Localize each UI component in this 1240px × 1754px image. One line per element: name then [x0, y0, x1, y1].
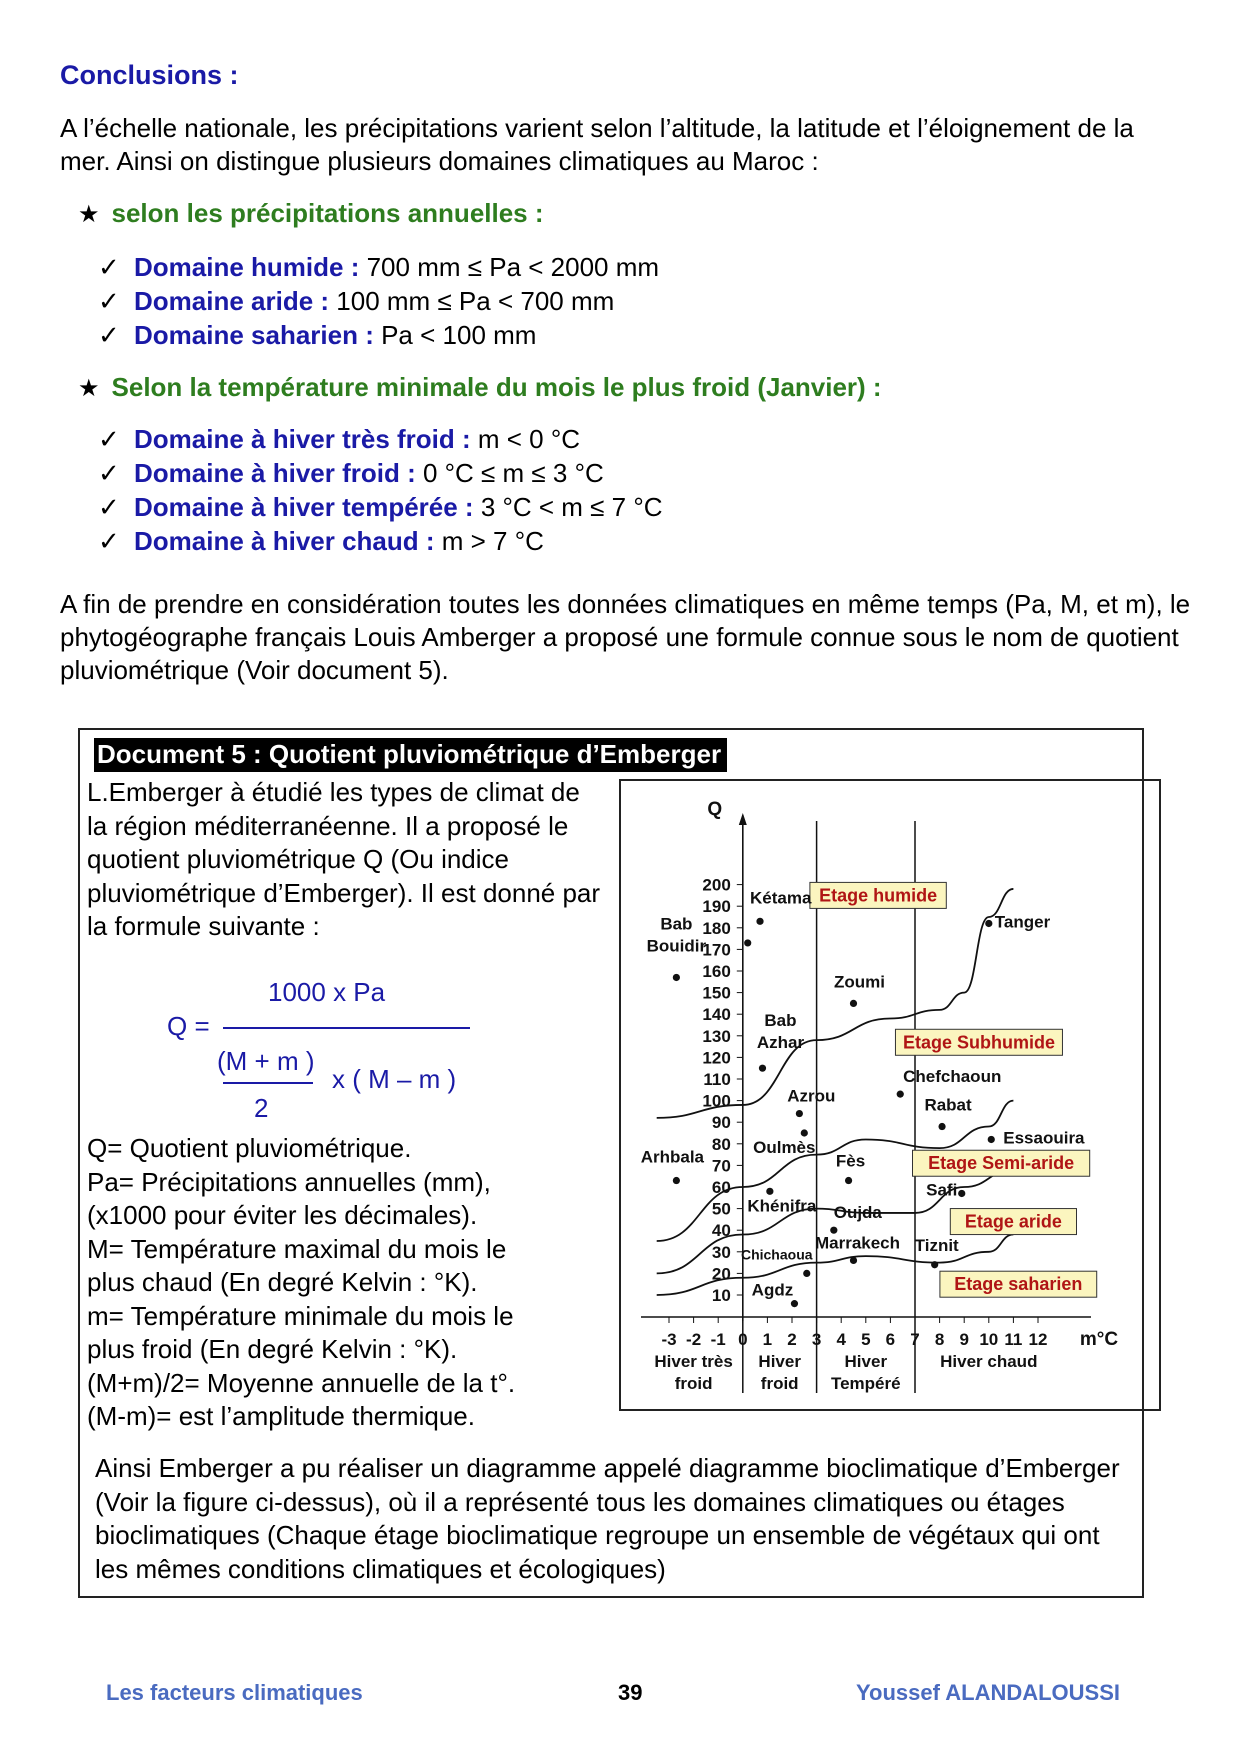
station-point	[803, 1270, 810, 1277]
x-tick-label: 11	[1004, 1330, 1023, 1349]
x-tick-label: 3	[811, 1330, 822, 1349]
formula-numerator: 1000 x Pa	[268, 977, 386, 1007]
station-label: Essaouira	[1003, 1128, 1085, 1148]
domain-label: Domaine à hiver froid :	[134, 458, 416, 488]
intro-paragraph: A l’échelle nationale, les précipitations varient selon l’altitude, la latitude et l’éloignement de la mer. Ainsi on distingue plusieurs domaines climatiques au Maroc :	[60, 113, 1134, 176]
station-label: Chefchaoun	[903, 1067, 1002, 1087]
list-item	[98, 422, 663, 456]
station-point	[791, 1300, 798, 1307]
list-item	[98, 524, 663, 558]
footer-chapter: Les facteurs climatiques	[106, 1680, 363, 1705]
definition-line: plus froid (En degré Kelvin : °K).	[87, 1334, 458, 1364]
criterion-heading-precipitation	[78, 198, 544, 229]
station-label: Arhbala	[640, 1147, 705, 1167]
etage-label: Etage aride	[964, 1211, 1062, 1232]
station-label: Rabat	[924, 1095, 972, 1115]
y-axis-label: Q	[707, 799, 723, 820]
y-tick-label: 190	[702, 897, 731, 917]
station-point	[850, 1000, 857, 1007]
formula-rhs: x ( M – m )	[332, 1064, 457, 1094]
definition-line: (M-m)= est l’amplitude thermique.	[87, 1401, 475, 1431]
station-point	[796, 1110, 803, 1117]
definition-line: (M+m)/2= Moyenne annuelle de la t°.	[87, 1367, 516, 1398]
winter-zone-label: Hiver très	[654, 1352, 733, 1371]
y-tick-label: 130	[702, 1026, 731, 1046]
y-tick-label: 180	[702, 918, 731, 938]
station-point	[845, 1177, 852, 1184]
x-tick-label: 12	[1028, 1330, 1048, 1349]
winter-zone-label: Hiver	[844, 1352, 888, 1371]
precipitation-domain-list	[98, 250, 659, 352]
y-tick-label: 30	[711, 1242, 731, 1262]
station-label: Tanger	[994, 912, 1051, 932]
inner-fraction-bar	[223, 1082, 313, 1084]
amberger-paragraph: A fin de prendre en considération toutes les données climatiques en même temps (Pa, M, et m), le phytogéographe français Louis Amberger a proposé une formule connue sous le nom de quotient pluviométrique (Voir document 5).	[60, 589, 1191, 685]
document-description: L.Emberger à étudié les types de climat de la région méditerranéenne. Il a proposé le quotient pluviométrique Q (Ou indice pluviométrique d’Emberger). Il est donné par la formule suivante :	[87, 777, 601, 941]
x-tick-label: 9	[959, 1330, 969, 1349]
winter-zone-label: Hiver chaud	[940, 1352, 1038, 1371]
emberger-chart	[621, 781, 1159, 1409]
winter-zone-label: froid	[760, 1374, 799, 1393]
domain-value: 0 °C ≤ m ≤ 3 °C	[422, 458, 604, 488]
station-label: Marrakech	[814, 1233, 901, 1253]
y-tick-label: 120	[702, 1048, 731, 1068]
y-tick-label: 90	[711, 1113, 731, 1133]
domain-label: Domaine aride :	[134, 286, 330, 316]
station-point	[931, 1261, 938, 1268]
winter-zone-label: froid	[674, 1374, 713, 1393]
formula-inner-denominator: 2	[254, 1093, 269, 1123]
star-icon: ★	[78, 375, 100, 402]
list-item	[98, 318, 659, 352]
y-tick-label: 60	[711, 1178, 731, 1197]
x-tick-label: 4	[836, 1330, 846, 1349]
check-icon: ✓	[98, 458, 120, 488]
domain-label: Domaine saharien :	[134, 320, 374, 350]
formula-lhs: Q =	[167, 1011, 210, 1041]
x-tick-label: 7	[910, 1330, 920, 1349]
x-tick-label: -1	[710, 1330, 726, 1349]
station-label: Azrou	[787, 1086, 836, 1106]
y-tick-label: 10	[711, 1286, 731, 1305]
x-tick-label: 10	[979, 1330, 999, 1349]
y-tick-label: 80	[711, 1134, 731, 1154]
winter-zone-label: Tempéré	[830, 1374, 901, 1393]
definition-line: m= Température minimale du mois le	[87, 1300, 514, 1331]
y-tick-label: 110	[703, 1070, 731, 1089]
domain-label: Domaine humide :	[134, 252, 360, 282]
station-point	[985, 920, 992, 927]
star-icon: ★	[78, 201, 100, 228]
station-label: Bab	[764, 1011, 797, 1031]
x-tick-label: 0	[738, 1330, 748, 1349]
x-tick-label: 6	[885, 1330, 896, 1349]
criterion-heading-temperature	[78, 372, 882, 403]
x-tick-label: -3	[661, 1330, 677, 1349]
domain-label: Domaine à hiver chaud :	[134, 526, 435, 556]
y-tick-label: 50	[711, 1199, 731, 1219]
check-icon: ✓	[98, 526, 120, 556]
etage-label: Etage Semi-aride	[928, 1153, 1075, 1174]
station-label: Bouidir	[646, 936, 707, 956]
station-label: Khénifra	[747, 1196, 817, 1216]
station-point	[988, 1136, 995, 1143]
list-item	[98, 490, 663, 524]
domain-value: m < 0 °C	[477, 424, 581, 454]
x-tick-label: 8	[934, 1330, 945, 1349]
definition-line: Pa= Précipitations annuelles (mm),	[87, 1166, 491, 1197]
station-label: Azhar	[756, 1033, 805, 1053]
y-tick-label: 40	[711, 1221, 731, 1241]
y-axis-arrow	[739, 813, 747, 825]
station-point	[756, 918, 763, 925]
station-label: Agdz	[751, 1280, 794, 1300]
station-label: Safi	[926, 1180, 958, 1200]
list-item	[98, 456, 663, 490]
emberger-formula	[160, 977, 500, 1130]
station-point	[801, 1129, 808, 1136]
domain-label: Domaine à hiver tempérée :	[134, 492, 474, 522]
station-point	[673, 1177, 680, 1184]
fraction-bar	[223, 1027, 470, 1029]
etage-label: Etage Subhumide	[902, 1032, 1055, 1053]
emberger-diagram	[619, 779, 1161, 1411]
check-icon: ✓	[98, 424, 120, 454]
definition-line: (x1000 pour éviter les décimales).	[87, 1200, 478, 1230]
station-label: Tiznit	[914, 1235, 959, 1255]
station-point	[744, 939, 751, 946]
criterion-title: selon les précipitations annuelles :	[111, 198, 544, 228]
winter-zone-label: Hiver	[758, 1352, 801, 1371]
page-number: 39	[618, 1680, 643, 1705]
document-title: Document 5 : Quotient pluviométrique d’Emberger	[94, 738, 727, 772]
definition-line: M= Température maximal du mois le	[87, 1233, 507, 1264]
y-tick-label: 70	[711, 1156, 731, 1176]
x-tick-label: 5	[861, 1330, 871, 1349]
x-axis-label: m°C	[1079, 1329, 1119, 1350]
station-point	[958, 1190, 965, 1197]
definition-line: plus chaud (En degré Kelvin : °K).	[87, 1267, 478, 1297]
etage-label: Etage saharien	[954, 1274, 1083, 1295]
x-tick-label: -2	[686, 1330, 702, 1349]
domain-value: m > 7 °C	[441, 526, 544, 556]
x-tick-label: 2	[787, 1330, 797, 1349]
station-label: Oujda	[833, 1203, 882, 1223]
etage-label: Etage humide	[819, 885, 938, 906]
check-icon: ✓	[98, 252, 120, 282]
criterion-title: Selon la température minimale du mois le plus froid (Janvier) :	[111, 372, 882, 402]
station-point	[766, 1188, 773, 1195]
station-point	[850, 1257, 857, 1264]
domain-value: Pa < 100 mm	[381, 320, 537, 350]
definition-line: Q= Quotient pluviométrique.	[87, 1133, 412, 1163]
y-tick-label: 200	[702, 875, 731, 895]
temperature-domain-list	[98, 422, 663, 558]
y-tick-label: 170	[702, 940, 731, 960]
check-icon: ✓	[98, 320, 120, 350]
y-tick-label: 160	[702, 962, 731, 981]
domain-value: 100 mm ≤ Pa < 700 mm	[336, 286, 615, 316]
footer-author: Youssef ALANDALOUSSI	[856, 1680, 1121, 1705]
y-tick-label: 140	[702, 1005, 731, 1025]
station-label: Zoumi	[834, 972, 885, 992]
station-point	[938, 1123, 945, 1130]
conclusions-heading: Conclusions :	[60, 60, 239, 90]
domain-value: 3 °C < m ≤ 7 °C	[480, 492, 663, 522]
list-item	[98, 250, 659, 284]
y-tick-label: 20	[711, 1264, 731, 1284]
check-icon: ✓	[98, 286, 120, 316]
station-label: Bab	[660, 914, 693, 934]
station-label: Fès	[835, 1151, 866, 1171]
x-tick-label: 1	[762, 1330, 773, 1349]
station-point	[759, 1065, 766, 1072]
y-tick-label: 150	[702, 983, 731, 1003]
station-label: Oulmès	[753, 1138, 816, 1157]
check-icon: ✓	[98, 492, 120, 522]
formula-inner-numerator: (M + m )	[217, 1046, 315, 1076]
station-point	[897, 1091, 904, 1098]
domain-value: 700 mm ≤ Pa < 2000 mm	[366, 252, 660, 282]
station-label: Chichaoua	[740, 1246, 813, 1263]
station-point	[673, 974, 680, 981]
closing-paragraph: Ainsi Emberger a pu réaliser un diagramme appelé diagramme bioclimatique d’Emberger (Voir la figure ci-dessus), où il a représenté tous les domaines climatiques ou étages bioclimatiques (Chaque étage bioclimatique regroupe un ensemble de végétaux qui ont les mêmes conditions climatiques et écologiques)	[95, 1453, 1120, 1584]
domain-label: Domaine à hiver très froid :	[134, 424, 471, 454]
y-tick-label: 100	[702, 1091, 731, 1111]
station-label: Kétama	[750, 888, 812, 908]
list-item	[98, 284, 659, 318]
definitions-list	[87, 1132, 617, 1434]
